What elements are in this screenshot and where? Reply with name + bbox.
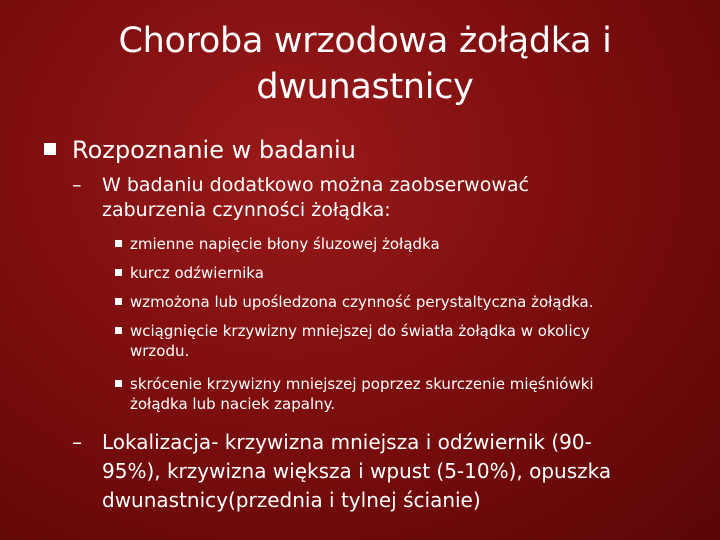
sub-item-text [130, 321, 690, 361]
sub-item-text [130, 292, 690, 312]
sub-item-line: zmienne napięcie błony śluzowej żołądka [130, 235, 440, 253]
small-square-bullet-icon [115, 240, 122, 247]
small-square-bullet-icon [115, 269, 122, 276]
dash-bullet-icon: – [72, 174, 82, 196]
bullet-level1-text: Rozpoznanie w badaniu [72, 136, 356, 164]
sub-item-text [130, 234, 690, 254]
bullet-level2-a-text [102, 173, 702, 223]
sub-item-line: skrócenie krzywizny mniejszej poprzez skurczenie mięśniówki [130, 375, 594, 393]
sub-item-line: żołądka lub naciek zapalny. [130, 395, 336, 413]
slide-title [60, 18, 670, 110]
title-line-2: dwunastnicy [256, 67, 474, 107]
sub-item-line: wciągnięcie krzywizny mniejszej do światła żołądka w okolicy [130, 322, 590, 340]
sub-item-text [130, 374, 690, 414]
bullet-level2-b-line3: dwunastnicy(przednia i tylnej ścianie) [102, 488, 481, 512]
small-square-bullet-icon [115, 327, 122, 334]
sub-item-line: wrzodu. [130, 342, 190, 360]
small-square-bullet-icon [115, 380, 122, 387]
title-line-1: Choroba wrzodowa żołądka i [118, 21, 612, 61]
bullet-level2-b-line2: 95%), krzywizna większa i wpust (5-10%), opuszka [102, 459, 612, 483]
sub-item-line: wzmożona lub upośledzona czynność perystaltyczna żołądka. [130, 293, 594, 311]
sub-item-line: kurcz odźwiernika [130, 264, 264, 282]
bullet-level2-b-text [102, 428, 702, 515]
small-square-bullet-icon [115, 298, 122, 305]
bullet-level2-a-line1: W badaniu dodatkowo można zaobserwować [102, 174, 529, 196]
dash-bullet-icon: – [72, 430, 82, 454]
square-bullet-icon [44, 143, 56, 155]
sub-item-text [130, 263, 690, 283]
bullet-level2-a-line2: zaburzenia czynności żołądka: [102, 199, 391, 221]
bullet-level2-b-line1: Lokalizacja- krzywizna mniejsza i odźwiernik (90- [102, 430, 592, 454]
